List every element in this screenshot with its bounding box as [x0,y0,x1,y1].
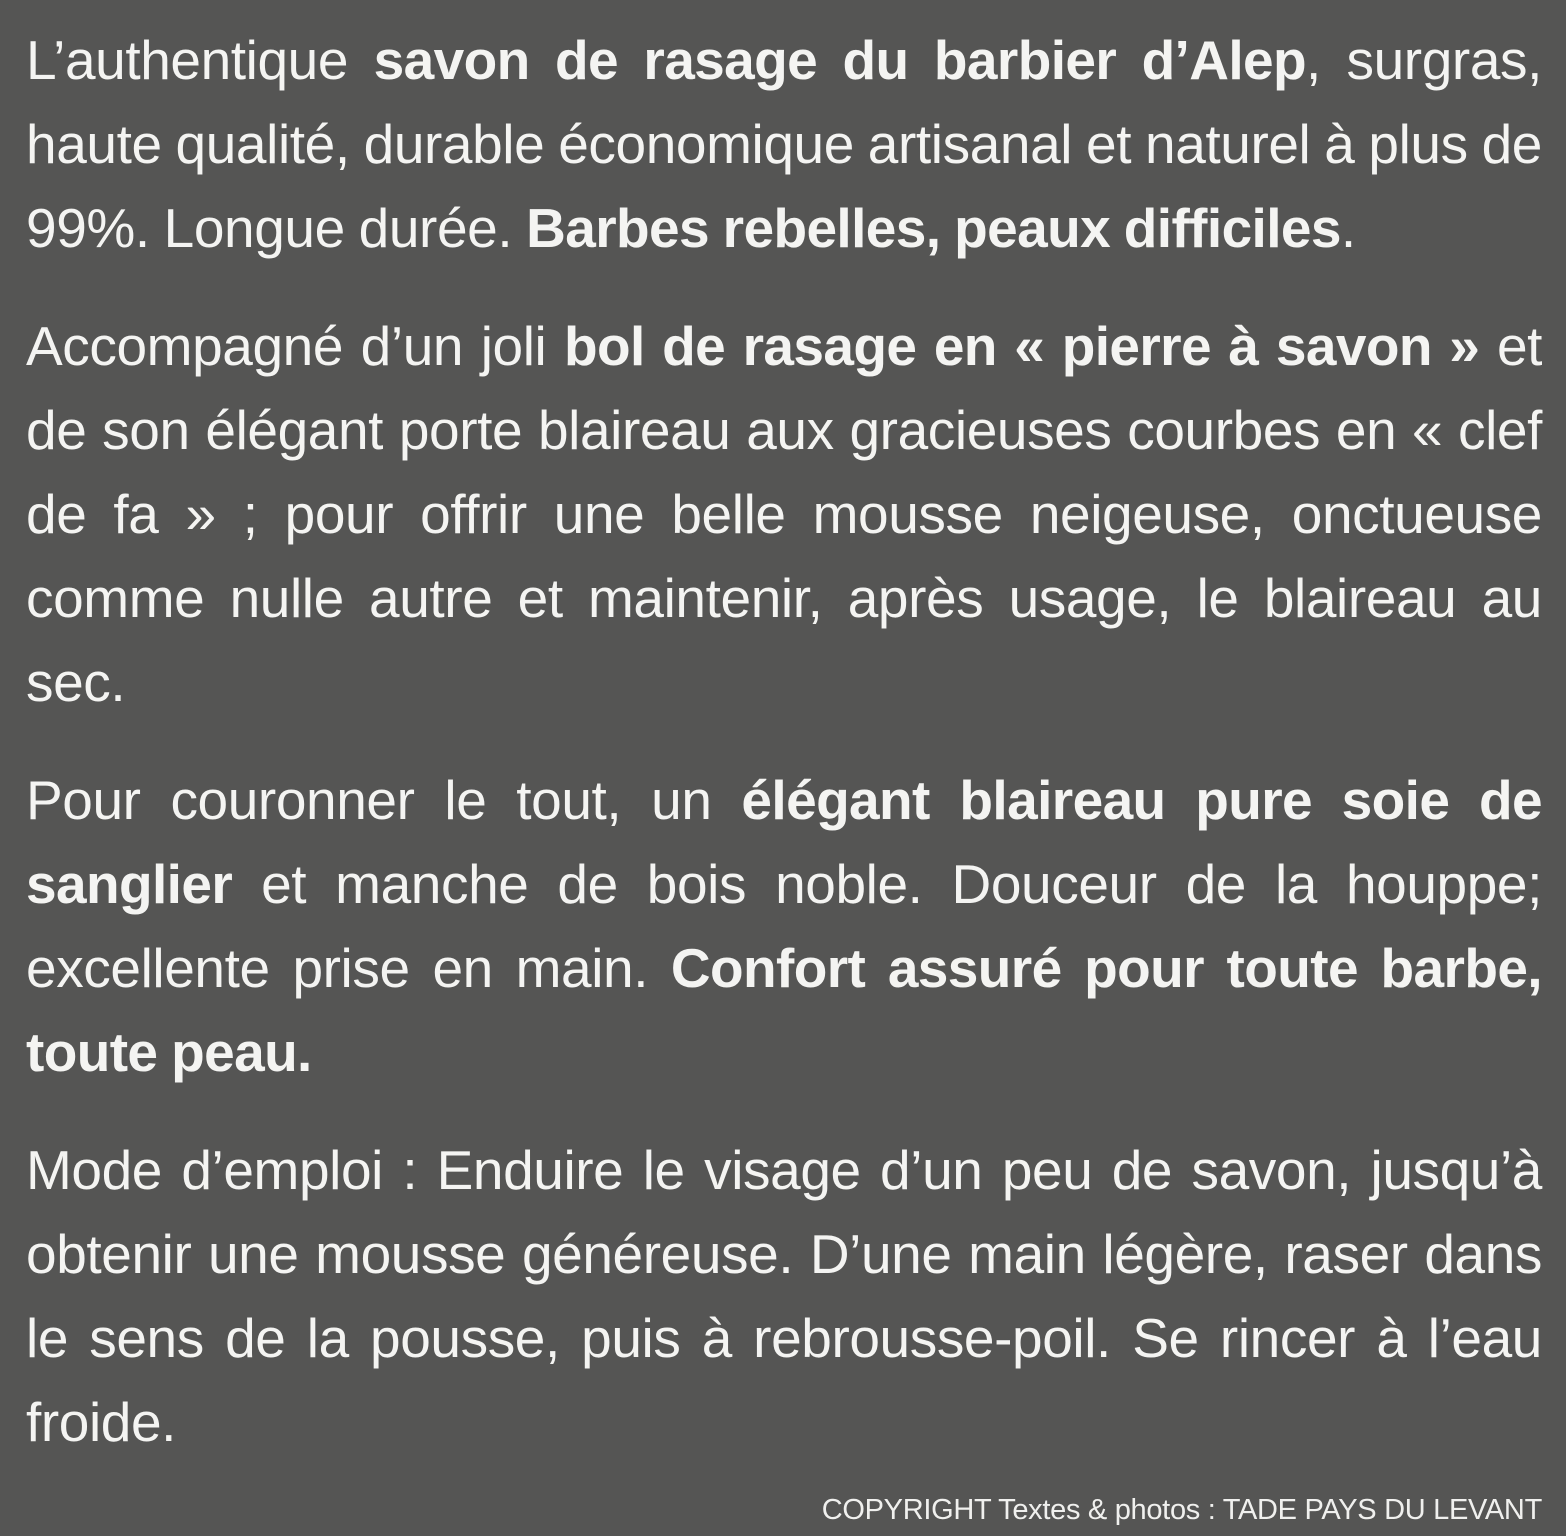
bold-segment: Barbes rebelles, peaux difficiles [526,197,1341,259]
bold-segment: Confort assuré pour toute barbe, toute peau. [26,937,1542,1083]
text-segment: Mode d’emploi : Enduire le visage d’un peu de savon, jusqu’à obtenir une mousse généreuse. D’une main légère, raser dans le sens de la pousse, puis à rebrousse-poil. Se rincer à l’eau froide. [26,1139,1542,1453]
text-segment: et manche de bois noble. Douceur de la houppe; excellente prise en main. [26,853,1542,999]
text-segment: et de son élégant porte blaireau aux gracieuses courbes en « clef de fa » ; pour offrir une belle mousse neigeuse, onctueuse comme nulle autre et maintenir, après usage, le blaireau au sec. [26,315,1543,713]
text-segment: , surgras, haute qualité, durable économique artisanal et naturel à plus de 99%. Longue durée. [26,29,1542,259]
text-segment: L’authentique [26,29,374,91]
copyright-notice: COPYRIGHT Textes & photos : TADE PAYS DU LEVANT [821,1494,1542,1526]
paragraph-brush [26,758,1542,1094]
bold-segment: bol de rasage en « pierre à savon » [564,315,1480,377]
paragraph-bowl [26,304,1542,724]
text-segment: Accompagné d’un joli [26,315,565,377]
paragraph-instructions [26,1128,1542,1464]
bold-segment: savon de rasage du barbier d’Alep [373,29,1307,91]
text-segment: . [1340,197,1356,259]
text-segment: Pour couronner le tout, un [26,769,742,831]
bold-segment: élégant blaireau pure soie de sanglier [26,769,1542,915]
paragraph-soap [26,18,1542,270]
